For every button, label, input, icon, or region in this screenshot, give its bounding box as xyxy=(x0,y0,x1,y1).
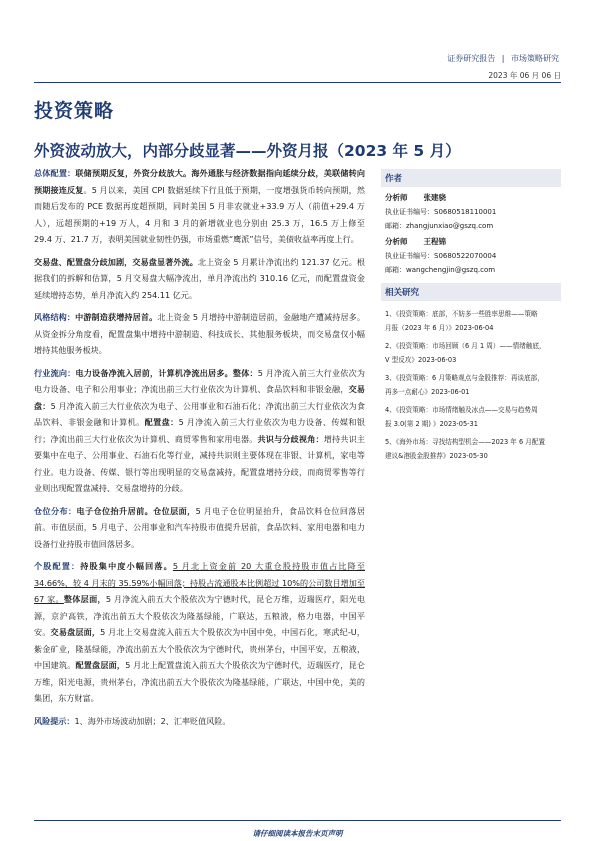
related-item-line: 1、《投资策略：底部，不妨多一些胜率思维——策略 xyxy=(385,310,538,318)
analyst-email-link[interactable]: wangchengjin@gszq.com xyxy=(406,266,496,274)
related-item-line: 4、《投资策略：市场情绪触及冰点——交易与趋势周 xyxy=(385,406,538,414)
position-paragraph xyxy=(34,503,365,553)
body-text: 5 月北上交易盘流入前五大个股依次为中国中免，中国石化，寒武纪-U，紫金矿业，隆基绿能，净流出前五大个股依次为宁德时代，贵州茅台，中国平安，五粮液，中国建筑。 xyxy=(34,627,365,670)
section-lead: 中游制造获增持居首。 xyxy=(75,312,158,322)
header-divider xyxy=(34,82,561,83)
body-text: 5 月净流入前三大行业依次为电力设备、传媒和银行；净流出前三大行业依次为计算机、商贸零售和家用电器。 xyxy=(34,417,365,444)
section-tag: 风格结构： xyxy=(34,312,76,322)
cert-number: S0680518110001 xyxy=(434,208,497,216)
section-tag: 行业流向： xyxy=(34,367,76,378)
section-tag: 风险提示： xyxy=(34,715,75,726)
analyst-email-line[interactable] xyxy=(385,263,561,277)
section-lead: 交易盘、配置盘分歧加剧，交易盘显著外流。 xyxy=(34,256,198,267)
underlined-text: 5 月北上资金前 20 大重仓股持股市值占比降至 34.66%，较 4 月末的 35.59%小幅回落；持股占流通股本比例超过 10%的公司数目增加至 67 家。 xyxy=(34,561,365,604)
footer-disclaimer: 请仔细阅读本报告末页声明 xyxy=(252,829,343,838)
bold-text: 配置盘： xyxy=(144,417,179,427)
related-item-line: 报 3.0(第 2 期) 》2023-05-31 xyxy=(385,420,478,428)
body-text: 5 月净流入前三大行业依次为电子、公用事业和石油石化；净流出前三大行业依次为食品饮料、非银金融和计算机。 xyxy=(34,400,365,427)
related-item[interactable] xyxy=(385,403,561,431)
bold-text: 共识与分歧视角： xyxy=(257,433,324,444)
related-item[interactable] xyxy=(385,435,561,463)
analyst-name: 王程锦 xyxy=(423,237,446,246)
related-item-line: 建议&港股金股推荐》2023-05-30 xyxy=(385,452,488,460)
body-text: 北上资金 5 月累计净流出约 121.37 亿元。根据我们的拆解和估算，5 月交易盘大幅净流出，单月净流出约 310.16 亿元，而配置盘资金延续增持态势，单月净流入约 254.11 亿元。 xyxy=(34,256,365,300)
bold-text: 交易盘层面， xyxy=(50,627,101,637)
analyst-email-link[interactable]: zhangjunxiao@gszq.com xyxy=(406,222,494,230)
analyst-cert-line xyxy=(385,205,561,219)
section-lead: 持股集中度小幅回落。 xyxy=(80,561,173,571)
body-text: 5 月净流入前五大个股依次为宁德时代，昆仑万维，迈瑞医疗，阳光电源，京沪高铁，净流出前五大个股依次为隆基绿能，广联达，五粮液，格力电器，中国平安。 xyxy=(34,594,365,637)
analyst-block xyxy=(381,235,561,277)
related-item-line: V 型反攻》2023-06-03 xyxy=(385,356,457,364)
report-subcategory: 市场策略研究 xyxy=(511,54,559,63)
style-paragraph xyxy=(34,309,365,359)
cert-number: S0680522070004 xyxy=(434,252,497,260)
header-separator: | xyxy=(501,54,505,63)
body-text: 增持共识主要集中在电子、公用事业、石油石化等行业，减持共识则主要体现在非银、计算机，家电等行业。电力设备、传媒、银行等出现明显的交易盘减持，配置盘增持分歧，而商贸零售等行业则出现配置盘减持、交易盘增持的分歧。 xyxy=(34,433,365,493)
bold-text: 配置盘层面， xyxy=(75,660,126,670)
analyst-name-line xyxy=(385,191,561,205)
summary-column xyxy=(34,165,365,735)
stocks-paragraph xyxy=(34,558,365,707)
bold-text: 仓位层面， xyxy=(153,505,196,516)
related-item-line: 3、《投资策略：6 月策略观点与金股推荐：再谈底部， xyxy=(385,374,544,382)
related-item-line: 5、《海外市场：寻找结构型机会——2023 年 6 月配置 xyxy=(385,438,546,446)
section-lead: 电力设备净流入居前，计算机净流出居多。 xyxy=(75,367,233,378)
bold-text: 整体层面， xyxy=(63,594,106,604)
body-text: 1、海外市场波动加剧；2、汇率贬值风险。 xyxy=(74,715,231,726)
related-list xyxy=(381,307,561,463)
related-item[interactable] xyxy=(385,339,561,367)
footer-divider xyxy=(34,820,561,821)
related-header: 相关研究 xyxy=(381,283,561,301)
flows-paragraph xyxy=(34,254,365,304)
analyst-cert-line xyxy=(385,249,561,263)
bold-text: 交易盘： xyxy=(34,384,365,411)
section-lead: 电子仓位抬升居前。 xyxy=(76,505,154,516)
report-title: 外资波动放大，内部分歧显著——外资月报（2023 年 5 月） xyxy=(34,142,461,160)
cert-label: 执业证书编号： xyxy=(385,252,434,260)
analyst-name: 张建骁 xyxy=(423,193,446,202)
analyst-name-line xyxy=(385,235,561,249)
analyst-block xyxy=(381,191,561,233)
body-text: 北上资金 5 月增持中游制造居前，金融地产遭减持居多。从资金拆分角度看，配置盘集中增持中游制造、科技成长、其他服务板块，而交易盘仅小幅增持其他服务板块。 xyxy=(34,312,365,355)
report-category-header xyxy=(445,53,561,64)
analyst-role: 分析师 xyxy=(385,193,408,202)
analyst-email-line[interactable] xyxy=(385,219,561,233)
related-item[interactable] xyxy=(385,371,561,399)
summary-paragraph xyxy=(34,165,365,248)
report-date: 2023 年 06 月 06 日 xyxy=(488,71,561,80)
related-item-line: 2、《投资策略：市场回顾（6 月 1 周）——情绪触底， xyxy=(385,342,546,350)
section-tag: 总体配置： xyxy=(34,168,76,178)
bold-text: 整体： xyxy=(232,367,258,378)
email-label: 邮箱： xyxy=(385,222,406,230)
section-tag: 仓位分布： xyxy=(34,505,77,516)
sidebar xyxy=(381,169,561,467)
related-item-line: 再多一点耐心》2023-06-01 xyxy=(385,388,470,396)
body-text: 5 月电子仓位明显抬升，食品饮料仓位回落居前。市值层面，5 月电子、公用事业和汽车持股市值提升居前，食品饮料、家用电器和电力设备行业持股市值回落居多。 xyxy=(34,505,365,549)
analyst-role: 分析师 xyxy=(385,237,408,246)
body-text: 5 月净流入前三大行业依次为电力设备、电子和公用事业；净流出前三大行业依次为计算机、食品饮料和非银金融， xyxy=(34,367,365,394)
doc-type-title: 投资策略 xyxy=(34,100,115,122)
report-category: 证券研究报告 xyxy=(447,54,496,63)
section-tag: 个股配置： xyxy=(34,561,81,571)
related-item[interactable] xyxy=(385,307,561,335)
body-text: 5 月北上配置盘流入前五大个股依次为宁德时代，迈瑞医疗，昆仑万维，阳光电源，贵州茅台，净流出前五大个股依次为隆基绿能，广联达，中国中免，美的集团，东方财富。 xyxy=(34,660,365,703)
risk-paragraph xyxy=(34,713,365,730)
industry-paragraph xyxy=(34,365,365,497)
cert-label: 执业证书编号： xyxy=(385,208,434,216)
email-label: 邮箱： xyxy=(385,266,406,274)
section-lead: 联储预期反复，外资分歧放大。 xyxy=(75,168,192,178)
authors-header: 作者 xyxy=(381,169,561,187)
related-item-line: 月报（2023 年 6 月）》2023-06-04 xyxy=(385,324,494,332)
body-text: 。5 月以来，美国 CPI 数据延续下行且低于预期，一度增强货币转向预期，然而随后发布的 PCE 数据再度超预期，同时美国 5 月非农就业+33.9 万人（前值+29.4 万人），远超预期的+19 万人，4 月和 3 月的新增就业也分别由 25.3 万，16.5 万上修至 29.4 万、21.7 万，表明美国就业韧性仍强，市场重燃“鹰派”信号，美债收益率再度上行。 xyxy=(34,184,365,244)
bold-text: 海外通胀与经济数据指向延续分歧，美联储转向预期接连反复 xyxy=(34,168,365,195)
